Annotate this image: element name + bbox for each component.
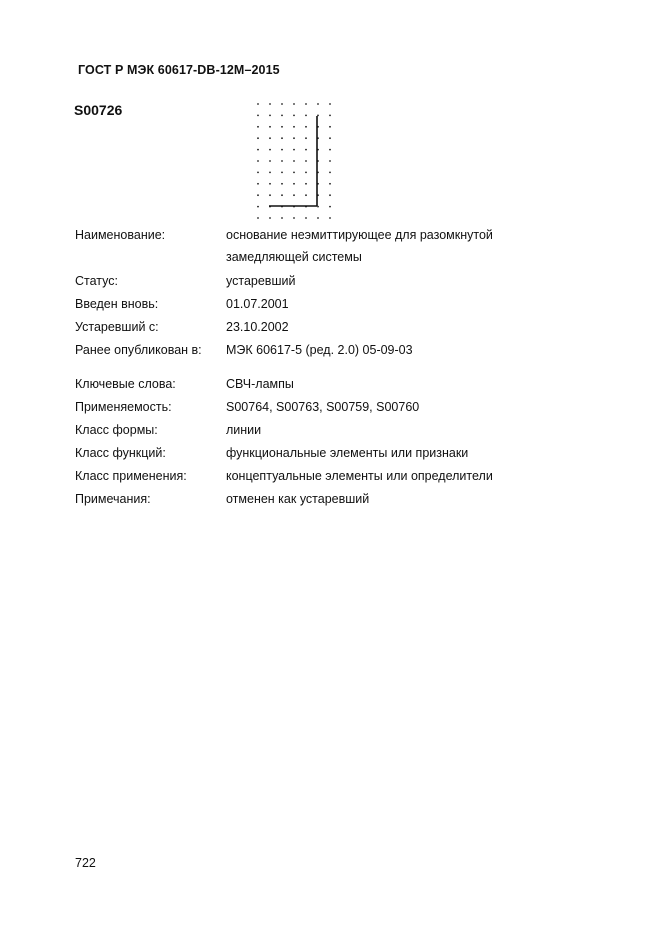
symbol-grid-dot xyxy=(293,160,295,162)
symbol-grid-dot xyxy=(329,126,331,128)
field-function-class-label: Класс функций: xyxy=(75,446,166,460)
symbol-grid-dot xyxy=(329,149,331,151)
symbol-grid-dot xyxy=(293,194,295,196)
symbol-grid-dot xyxy=(329,194,331,196)
symbol-grid-dot xyxy=(257,126,259,128)
field-applicability-value: S00764, S00763, S00759, S00760 xyxy=(226,400,420,414)
symbol-grid-dot xyxy=(257,183,259,185)
symbol-graphic xyxy=(250,98,338,224)
symbol-grid-dot xyxy=(281,115,283,117)
symbol-grid-dot xyxy=(257,149,259,151)
symbol-grid-dot xyxy=(293,183,295,185)
field-name-value-continued: замедляющей системы xyxy=(226,250,362,264)
field-keywords-value: СВЧ-лампы xyxy=(226,377,294,391)
symbol-grid-dot xyxy=(257,137,259,139)
symbol-grid-dot xyxy=(305,194,307,196)
symbol-grid-dot xyxy=(329,217,331,219)
field-previously-published-value: МЭК 60617-5 (ред. 2.0) 05-09-03 xyxy=(226,343,413,357)
field-introduced-value: 01.07.2001 xyxy=(226,297,289,311)
symbol-grid-dot xyxy=(269,126,271,128)
field-notes-label: Примечания: xyxy=(75,492,151,506)
symbol-grid-dot xyxy=(257,217,259,219)
symbol-grid-dot xyxy=(281,137,283,139)
symbol-grid-dot xyxy=(281,172,283,174)
symbol-grid-dot xyxy=(293,103,295,105)
symbol-grid-dot xyxy=(329,206,331,208)
field-obsolete-since-label: Устаревший с: xyxy=(75,320,159,334)
field-application-class-value: концептуальные элементы или определители xyxy=(226,469,493,483)
symbol-grid-dot xyxy=(305,137,307,139)
symbol-grid-dot xyxy=(293,149,295,151)
symbol-grid-dot xyxy=(329,172,331,174)
symbol-grid-dot xyxy=(329,183,331,185)
symbol-grid-dot xyxy=(269,149,271,151)
symbol-grid-dot xyxy=(269,217,271,219)
symbol-grid-dot xyxy=(281,149,283,151)
field-application-class-label: Класс применения: xyxy=(75,469,187,483)
field-introduced-label: Введен вновь: xyxy=(75,297,159,311)
symbol-grid-dot xyxy=(329,115,331,117)
symbol-grid-dot xyxy=(305,103,307,105)
symbol-grid-dot xyxy=(329,103,331,105)
field-obsolete-since-value: 23.10.2002 xyxy=(226,320,289,334)
field-notes-value: отменен как устаревший xyxy=(226,492,370,506)
field-function-class-value: функциональные элементы или признаки xyxy=(226,446,469,460)
field-form-class-label: Класс формы: xyxy=(75,423,158,437)
symbol-grid-dot xyxy=(305,183,307,185)
symbol-grid-dot xyxy=(305,172,307,174)
symbol-grid-dot xyxy=(269,172,271,174)
symbol-grid-dot xyxy=(281,160,283,162)
symbol-grid-dot xyxy=(305,217,307,219)
field-previously-published-label: Ранее опубликован в: xyxy=(75,343,202,357)
symbol-grid-dot xyxy=(317,103,319,105)
field-applicability-label: Применяемость: xyxy=(75,400,172,414)
page-number: 722 xyxy=(75,856,96,870)
document-header: ГОСТ Р МЭК 60617-DB-12M–2015 xyxy=(78,63,280,77)
symbol-grid-dot xyxy=(329,137,331,139)
symbol-grid-dot xyxy=(305,115,307,117)
symbol-grid-dot xyxy=(281,103,283,105)
symbol-grid-dot xyxy=(305,160,307,162)
symbol-grid-dot xyxy=(269,160,271,162)
symbol-grid-dot xyxy=(293,137,295,139)
symbol-grid-dot xyxy=(257,103,259,105)
symbol-grid-dot xyxy=(257,194,259,196)
symbol-grid-dot xyxy=(281,194,283,196)
symbol-grid-dot xyxy=(281,217,283,219)
symbol-grid-dot xyxy=(257,115,259,117)
field-keywords-label: Ключевые слова: xyxy=(75,377,176,391)
symbol-grid-dot xyxy=(269,183,271,185)
symbol-grid-dot xyxy=(269,103,271,105)
symbol-grid-dot xyxy=(257,206,259,208)
symbol-grid-dot xyxy=(293,172,295,174)
field-status-label: Статус: xyxy=(75,274,118,288)
symbol-grid-dot xyxy=(269,194,271,196)
symbol-grid-dot xyxy=(329,160,331,162)
symbol-grid-dot xyxy=(281,126,283,128)
symbol-grid-dot xyxy=(305,149,307,151)
symbol-grid-dot xyxy=(293,217,295,219)
field-form-class-value: линии xyxy=(226,423,262,437)
symbol-code: S00726 xyxy=(74,102,123,118)
symbol-grid-dot xyxy=(293,115,295,117)
symbol-grid-dot xyxy=(257,160,259,162)
field-name-value: основание неэмиттирующее для разомкнутой xyxy=(226,228,493,242)
symbol-grid-dot xyxy=(281,183,283,185)
symbol-dot-grid xyxy=(257,103,331,219)
field-name-label: Наименование: xyxy=(75,228,166,242)
symbol-grid-dot xyxy=(269,137,271,139)
symbol-grid-dot xyxy=(269,115,271,117)
symbol-grid-dot xyxy=(317,217,319,219)
symbol-grid-dot xyxy=(293,126,295,128)
symbol-grid-dot xyxy=(257,172,259,174)
symbol-grid-dot xyxy=(305,126,307,128)
field-status-value: устаревший xyxy=(226,274,296,288)
